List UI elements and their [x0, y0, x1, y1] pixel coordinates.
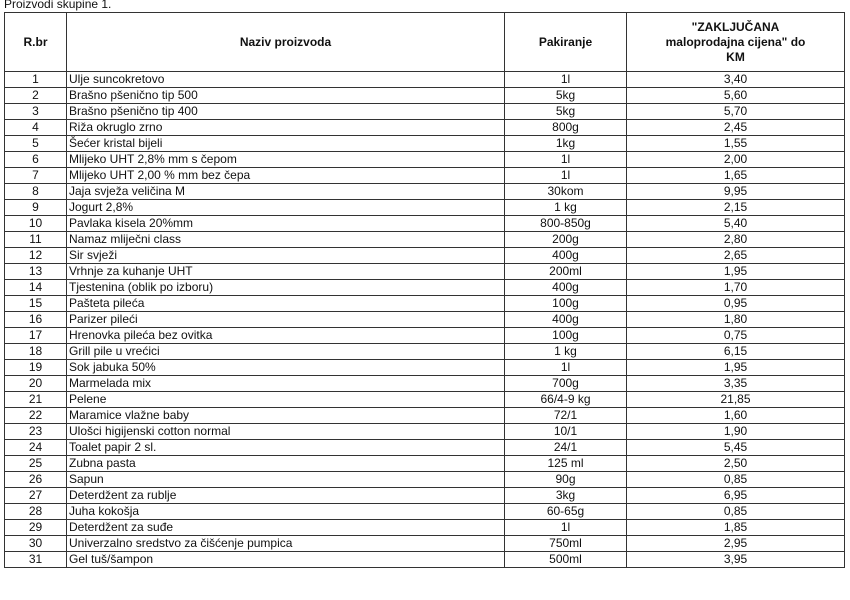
- cell-cijena: 1,70: [627, 280, 845, 296]
- cell-rbr: 3: [5, 104, 67, 120]
- cell-naziv: Toalet papir 2 sl.: [67, 440, 505, 456]
- cell-cijena: 6,15: [627, 344, 845, 360]
- cell-pakiranje: 200ml: [505, 264, 627, 280]
- cell-naziv: Namaz mliječni class: [67, 232, 505, 248]
- cell-rbr: 4: [5, 120, 67, 136]
- cell-naziv: Pelene: [67, 392, 505, 408]
- cell-pakiranje: 100g: [505, 328, 627, 344]
- cell-naziv: Mlijeko UHT 2,00 % mm bez čepa: [67, 168, 505, 184]
- cell-naziv: Deterdžent za rublje: [67, 488, 505, 504]
- cell-rbr: 17: [5, 328, 67, 344]
- table-row: [5, 296, 845, 312]
- table-row: [5, 344, 845, 360]
- cell-cijena: 0,85: [627, 504, 845, 520]
- cell-cijena: 2,45: [627, 120, 845, 136]
- cell-naziv: Ulje suncokretovo: [67, 72, 505, 88]
- cell-rbr: 25: [5, 456, 67, 472]
- cell-rbr: 9: [5, 200, 67, 216]
- cell-rbr: 21: [5, 392, 67, 408]
- cell-pakiranje: 1l: [505, 152, 627, 168]
- header-pakiranje: Pakiranje: [505, 13, 627, 72]
- cell-pakiranje: 100g: [505, 296, 627, 312]
- cell-rbr: 19: [5, 360, 67, 376]
- table-row: [5, 152, 845, 168]
- cell-cijena: 0,85: [627, 472, 845, 488]
- cell-cijena: 9,95: [627, 184, 845, 200]
- cell-cijena: 5,70: [627, 104, 845, 120]
- cell-naziv: Juha kokošja: [67, 504, 505, 520]
- cell-pakiranje: 1kg: [505, 136, 627, 152]
- table-row: [5, 504, 845, 520]
- cell-cijena: 21,85: [627, 392, 845, 408]
- cell-naziv: Riža okruglo zrno: [67, 120, 505, 136]
- cell-naziv: Tjestenina (oblik po izboru): [67, 280, 505, 296]
- cell-naziv: Univerzalno sredstvo za čišćenje pumpica: [67, 536, 505, 552]
- cell-rbr: 14: [5, 280, 67, 296]
- cell-pakiranje: 24/1: [505, 440, 627, 456]
- table-row: [5, 200, 845, 216]
- cell-pakiranje: 30kom: [505, 184, 627, 200]
- table-row: [5, 520, 845, 536]
- cell-pakiranje: 400g: [505, 248, 627, 264]
- cell-naziv: Zubna pasta: [67, 456, 505, 472]
- cell-naziv: Maramice vlažne baby: [67, 408, 505, 424]
- cell-cijena: 1,95: [627, 360, 845, 376]
- table-row: [5, 216, 845, 232]
- cell-cijena: 5,40: [627, 216, 845, 232]
- table-row: [5, 408, 845, 424]
- cell-naziv: Deterdžent za suđe: [67, 520, 505, 536]
- price-table: [4, 12, 845, 568]
- cell-pakiranje: 90g: [505, 472, 627, 488]
- cell-pakiranje: 72/1: [505, 408, 627, 424]
- cell-rbr: 12: [5, 248, 67, 264]
- cell-rbr: 20: [5, 376, 67, 392]
- header-cijena: "ZAKLJUČANA maloprodajna cijena" do KM: [627, 13, 845, 72]
- cell-cijena: 3,95: [627, 552, 845, 568]
- cell-rbr: 28: [5, 504, 67, 520]
- cell-cijena: 6,95: [627, 488, 845, 504]
- cell-cijena: 2,15: [627, 200, 845, 216]
- cell-pakiranje: 200g: [505, 232, 627, 248]
- table-header-row: [5, 13, 845, 72]
- table-row: [5, 232, 845, 248]
- cell-naziv: Gel tuš/šampon: [67, 552, 505, 568]
- cell-cijena: 1,90: [627, 424, 845, 440]
- cell-cijena: 0,95: [627, 296, 845, 312]
- table-row: [5, 536, 845, 552]
- table-row: [5, 168, 845, 184]
- cell-naziv: Parizer pileći: [67, 312, 505, 328]
- cell-cijena: 5,60: [627, 88, 845, 104]
- cell-rbr: 10: [5, 216, 67, 232]
- table-row: [5, 264, 845, 280]
- cell-naziv: Sir svježi: [67, 248, 505, 264]
- table-row: [5, 360, 845, 376]
- cell-naziv: Vrhnje za kuhanje UHT: [67, 264, 505, 280]
- cell-cijena: 2,50: [627, 456, 845, 472]
- cell-cijena: 1,80: [627, 312, 845, 328]
- cell-pakiranje: 1l: [505, 360, 627, 376]
- table-row: [5, 456, 845, 472]
- cell-pakiranje: 60-65g: [505, 504, 627, 520]
- cell-pakiranje: 1l: [505, 520, 627, 536]
- cell-rbr: 30: [5, 536, 67, 552]
- table-row: [5, 120, 845, 136]
- cell-rbr: 18: [5, 344, 67, 360]
- table-row: [5, 312, 845, 328]
- cell-pakiranje: 1 kg: [505, 344, 627, 360]
- table-body: [5, 72, 845, 568]
- cell-rbr: 1: [5, 72, 67, 88]
- cell-pakiranje: 1l: [505, 72, 627, 88]
- table-row: [5, 392, 845, 408]
- cell-pakiranje: 700g: [505, 376, 627, 392]
- cell-pakiranje: 1 kg: [505, 200, 627, 216]
- cell-naziv: Brašno pšenično tip 500: [67, 88, 505, 104]
- table-row: [5, 328, 845, 344]
- cell-pakiranje: 500ml: [505, 552, 627, 568]
- cell-naziv: Grill pile u vrećici: [67, 344, 505, 360]
- cell-rbr: 6: [5, 152, 67, 168]
- table-row: [5, 280, 845, 296]
- table-row: [5, 136, 845, 152]
- cell-pakiranje: 125 ml: [505, 456, 627, 472]
- cell-naziv: Pavlaka kisela 20%mm: [67, 216, 505, 232]
- cell-rbr: 11: [5, 232, 67, 248]
- table-row: [5, 488, 845, 504]
- cell-naziv: Šećer kristal bijeli: [67, 136, 505, 152]
- cell-naziv: Hrenovka pileća bez ovitka: [67, 328, 505, 344]
- cell-rbr: 7: [5, 168, 67, 184]
- cell-rbr: 26: [5, 472, 67, 488]
- table-row: [5, 248, 845, 264]
- cell-pakiranje: 3kg: [505, 488, 627, 504]
- cell-cijena: 0,75: [627, 328, 845, 344]
- table-row: [5, 472, 845, 488]
- cell-pakiranje: 400g: [505, 280, 627, 296]
- cell-rbr: 13: [5, 264, 67, 280]
- cell-pakiranje: 400g: [505, 312, 627, 328]
- cell-rbr: 24: [5, 440, 67, 456]
- table-row: [5, 424, 845, 440]
- cell-rbr: 5: [5, 136, 67, 152]
- cell-pakiranje: 5kg: [505, 104, 627, 120]
- cell-pakiranje: 5kg: [505, 88, 627, 104]
- cell-naziv: Jogurt 2,8%: [67, 200, 505, 216]
- cell-cijena: 1,85: [627, 520, 845, 536]
- cell-rbr: 27: [5, 488, 67, 504]
- cell-naziv: Pašteta pileća: [67, 296, 505, 312]
- cell-cijena: 1,95: [627, 264, 845, 280]
- cell-cijena: 2,65: [627, 248, 845, 264]
- cell-rbr: 23: [5, 424, 67, 440]
- cell-rbr: 2: [5, 88, 67, 104]
- cell-naziv: Sapun: [67, 472, 505, 488]
- cell-cijena: 3,35: [627, 376, 845, 392]
- cell-cijena: 2,00: [627, 152, 845, 168]
- table-caption: Proizvodi skupine 1.: [4, 0, 112, 11]
- cell-cijena: 1,60: [627, 408, 845, 424]
- cell-pakiranje: 800g: [505, 120, 627, 136]
- cell-naziv: Sok jabuka 50%: [67, 360, 505, 376]
- cell-rbr: 16: [5, 312, 67, 328]
- table-row: [5, 104, 845, 120]
- table-row: [5, 88, 845, 104]
- cell-rbr: 31: [5, 552, 67, 568]
- header-rbr: R.br: [5, 13, 67, 72]
- cell-pakiranje: 750ml: [505, 536, 627, 552]
- cell-cijena: 2,80: [627, 232, 845, 248]
- cell-pakiranje: 10/1: [505, 424, 627, 440]
- cell-pakiranje: 800-850g: [505, 216, 627, 232]
- cell-naziv: Jaja svježa veličina M: [67, 184, 505, 200]
- cell-cijena: 1,65: [627, 168, 845, 184]
- table-row: [5, 440, 845, 456]
- cell-pakiranje: 66/4-9 kg: [505, 392, 627, 408]
- cell-cijena: 1,55: [627, 136, 845, 152]
- cell-naziv: Mlijeko UHT 2,8% mm s čepom: [67, 152, 505, 168]
- cell-rbr: 15: [5, 296, 67, 312]
- table-row: [5, 72, 845, 88]
- cell-rbr: 8: [5, 184, 67, 200]
- table-row: [5, 552, 845, 568]
- cell-pakiranje: 1l: [505, 168, 627, 184]
- cell-cijena: 5,45: [627, 440, 845, 456]
- cell-cijena: 3,40: [627, 72, 845, 88]
- cell-rbr: 29: [5, 520, 67, 536]
- table-row: [5, 376, 845, 392]
- table-row: [5, 184, 845, 200]
- cell-naziv: Marmelada mix: [67, 376, 505, 392]
- cell-naziv: Ulošci higijenski cotton normal: [67, 424, 505, 440]
- header-naziv: Naziv proizvoda: [67, 13, 505, 72]
- cell-cijena: 2,95: [627, 536, 845, 552]
- cell-naziv: Brašno pšenično tip 400: [67, 104, 505, 120]
- cell-rbr: 22: [5, 408, 67, 424]
